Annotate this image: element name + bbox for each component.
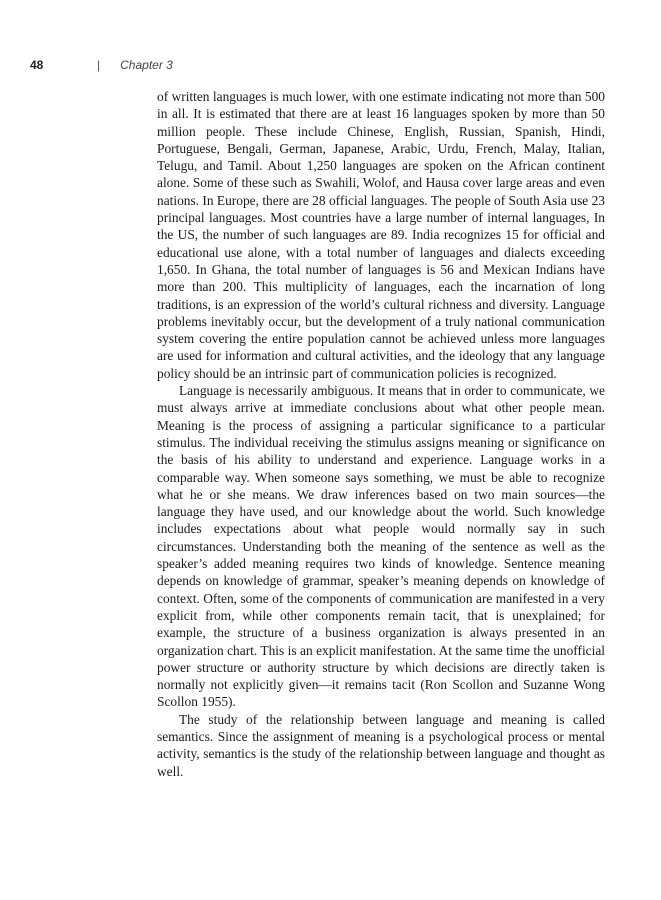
- chapter-title: Chapter 3: [120, 58, 173, 72]
- body-text: [157, 88, 605, 780]
- paragraph-language-ambiguity: Language is necessarily ambiguous. It means that in order to communicate, we must always arrive at immediate conclusions about what other people mean. Meaning is the process of assigning a particular significance to a particular stimulus. The individual receiving the stimulus assigns meaning or significance on the basis of his ability to understand and experience. Language works in a comparable way. When someone says something, we must be able to recognize what he or she means. We draw inferences based on two main sources—the language they have used, and our knowledge about the world. Such knowledge includes expectations about what people would normally say in such circumstances. Understanding both the meaning of the sentence as well as the speaker’s added meaning requires two kinds of knowledge. Sentence meaning depends on knowledge of grammar, speaker’s meaning depends on knowledge of context. Often, some of the components of communication are manifested in a very explicit from, while other components remain tacit, that is unexplained; for example, the structure of a business organization is always presented in an organization chart. This is an explicit manifestation. At the same time the unofficial power structure or authority structure by which decisions are directly taken is normally not explicitly given—it remains tacit (Ron Scollon and Suzanne Wong Scollon 1955).: [157, 383, 605, 710]
- running-header: [30, 58, 173, 72]
- paragraph-semantics: The study of the relationship between language and meaning is called semantics. Since the assignment of meaning is a psychological process or mental activity, semantics is the study of the relationship between language and thought as well.: [157, 711, 605, 779]
- paragraph-continued: of written languages is much lower, with one estimate indicating not more than 500 in all. It is estimated that there are at least 16 languages spoken by more than 50 million people. These include Chinese, English, Russian, Spanish, Hindi, Portuguese, Bengali, German, Japanese, Arabic, Urdu, French, Malay, Italian, Telugu, and Tamil. About 1,250 languages are spoken on the African continent alone. Some of these such as Swahili, Wolof, and Hausa cover large areas and even nations. In Europe, there are 28 official languages. The people of South Asia use 23 principal languages. Most countries have a large number of internal languages, In the US, the number of such languages are 89. India recognizes 15 for official and educational use alone, with a total number of languages and dialects exceeding 1,650. In Ghana, the total number of languages is 56 and Mexican Indians have more than 200. This multiplicity of languages, each the incarnation of long traditions, is an expression of the world’s cultural richness and diversity. Language problems inevitably occur, but the development of a truly national communication system covering the entire population cannot be achieved unless more languages are used for information and cultural activities, and the ideology that any language policy should be an intrinsic part of communication policies is recognized.: [157, 89, 605, 381]
- page-number: 48: [30, 58, 44, 72]
- header-separator: |: [97, 58, 101, 72]
